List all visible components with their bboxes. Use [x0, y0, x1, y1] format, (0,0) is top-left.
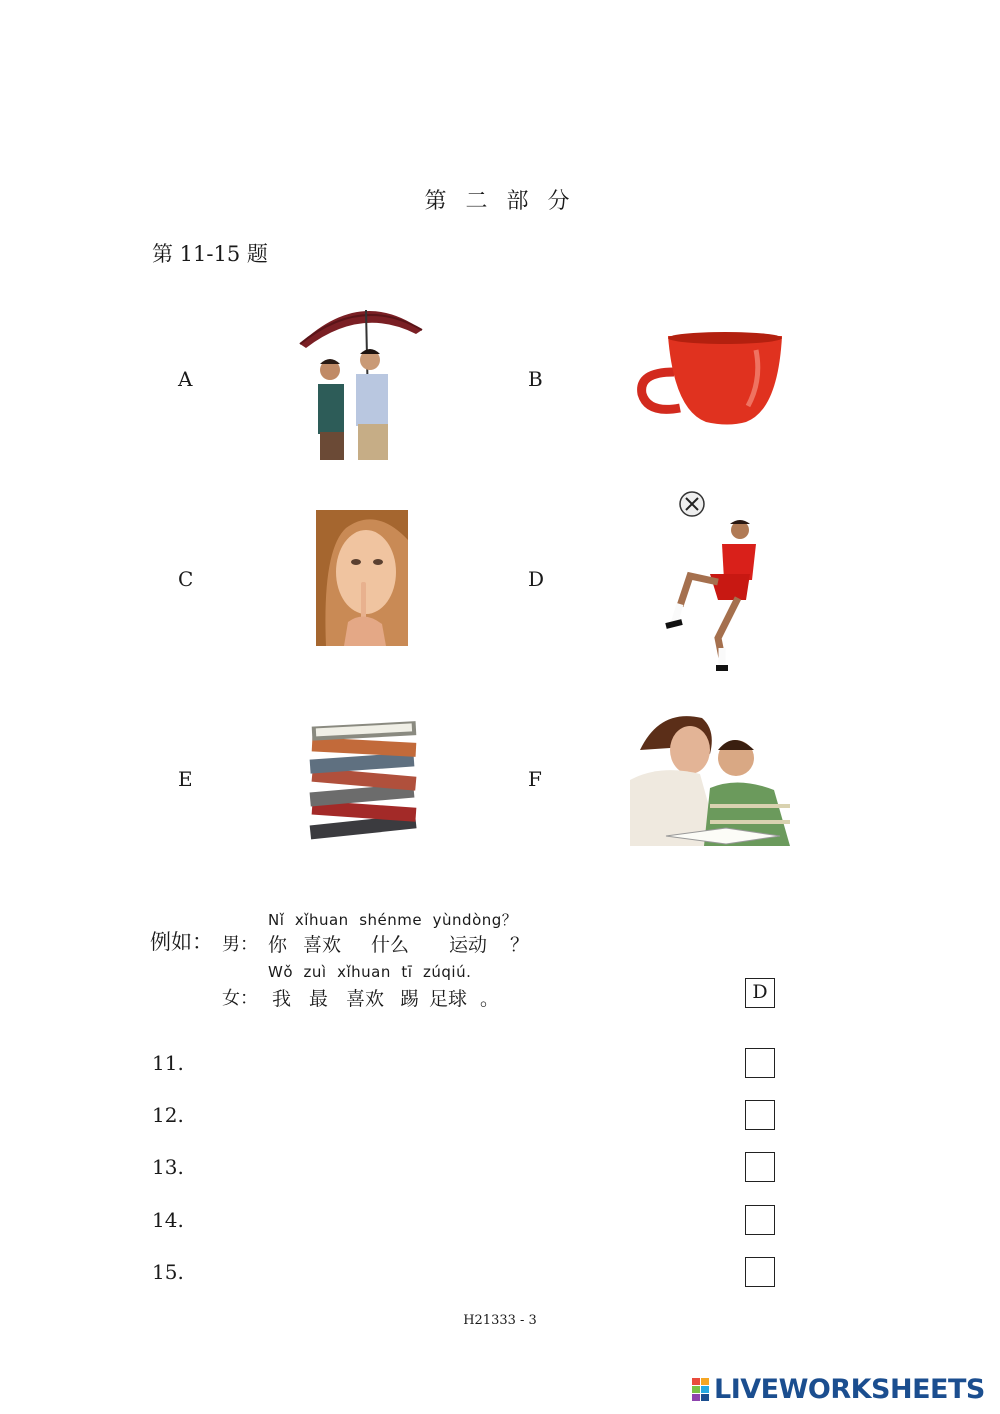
soccer-girl-photo	[660, 488, 764, 678]
question-number-11: 11.	[152, 1051, 184, 1075]
female-pinyin: Wǒ zuì xǐhuan tī zúqiú.	[268, 963, 472, 981]
female-speaker-label: 女：	[222, 988, 258, 1009]
female-hanzi-2: 最	[309, 988, 329, 1010]
female-hanzi-3: 喜欢	[346, 988, 385, 1010]
liveworksheets-logo-text[interactable]: LIVEWORKSHEETS	[714, 1374, 985, 1405]
question-number-12: 12.	[152, 1103, 184, 1127]
option-letter-d: D	[528, 567, 545, 591]
page-footer: H21333 - 3	[463, 1313, 537, 1328]
woman-shush-photo	[316, 510, 408, 646]
answer-input-11[interactable]	[745, 1048, 775, 1078]
question-number-15: 15.	[152, 1260, 184, 1284]
liveworksheets-logo-icon	[692, 1378, 710, 1402]
female-hanzi-6: 。	[480, 988, 500, 1010]
page-title: 第 二 部 分	[424, 189, 576, 214]
couple-umbrella-photo	[296, 294, 426, 462]
section-heading: 第 11-15 题	[152, 242, 268, 266]
male-speaker-label: 男：	[222, 934, 258, 955]
question-number-13: 13.	[152, 1155, 184, 1179]
male-hanzi-3: 什么	[371, 934, 410, 956]
example-answer-box: D	[745, 978, 775, 1008]
male-hanzi-2: 喜欢	[303, 934, 342, 956]
answer-input-12[interactable]	[745, 1100, 775, 1130]
answer-input-13[interactable]	[745, 1152, 775, 1182]
question-number-14: 14.	[152, 1208, 184, 1232]
male-hanzi-5: ？	[510, 934, 530, 956]
option-letter-a: A	[178, 367, 193, 391]
book-stack-photo	[302, 716, 424, 842]
answer-input-15[interactable]	[745, 1257, 775, 1287]
option-letter-e: E	[178, 767, 193, 791]
male-hanzi-1: 你	[268, 934, 288, 956]
female-hanzi-5: 足球	[429, 988, 468, 1010]
option-letter-f: F	[528, 767, 542, 791]
male-pinyin: Nǐ xǐhuan shénme yùndòng？	[268, 911, 518, 929]
red-cup-photo	[636, 330, 786, 428]
male-hanzi-4: 运动	[449, 934, 488, 956]
option-letter-b: B	[528, 367, 543, 391]
answer-input-14[interactable]	[745, 1205, 775, 1235]
teacher-boy-reading-photo	[630, 710, 792, 846]
example-label: 例如：	[150, 930, 213, 954]
female-hanzi-1: 我	[272, 988, 292, 1010]
option-letter-c: C	[178, 567, 194, 591]
female-hanzi-4: 踢	[400, 988, 420, 1010]
